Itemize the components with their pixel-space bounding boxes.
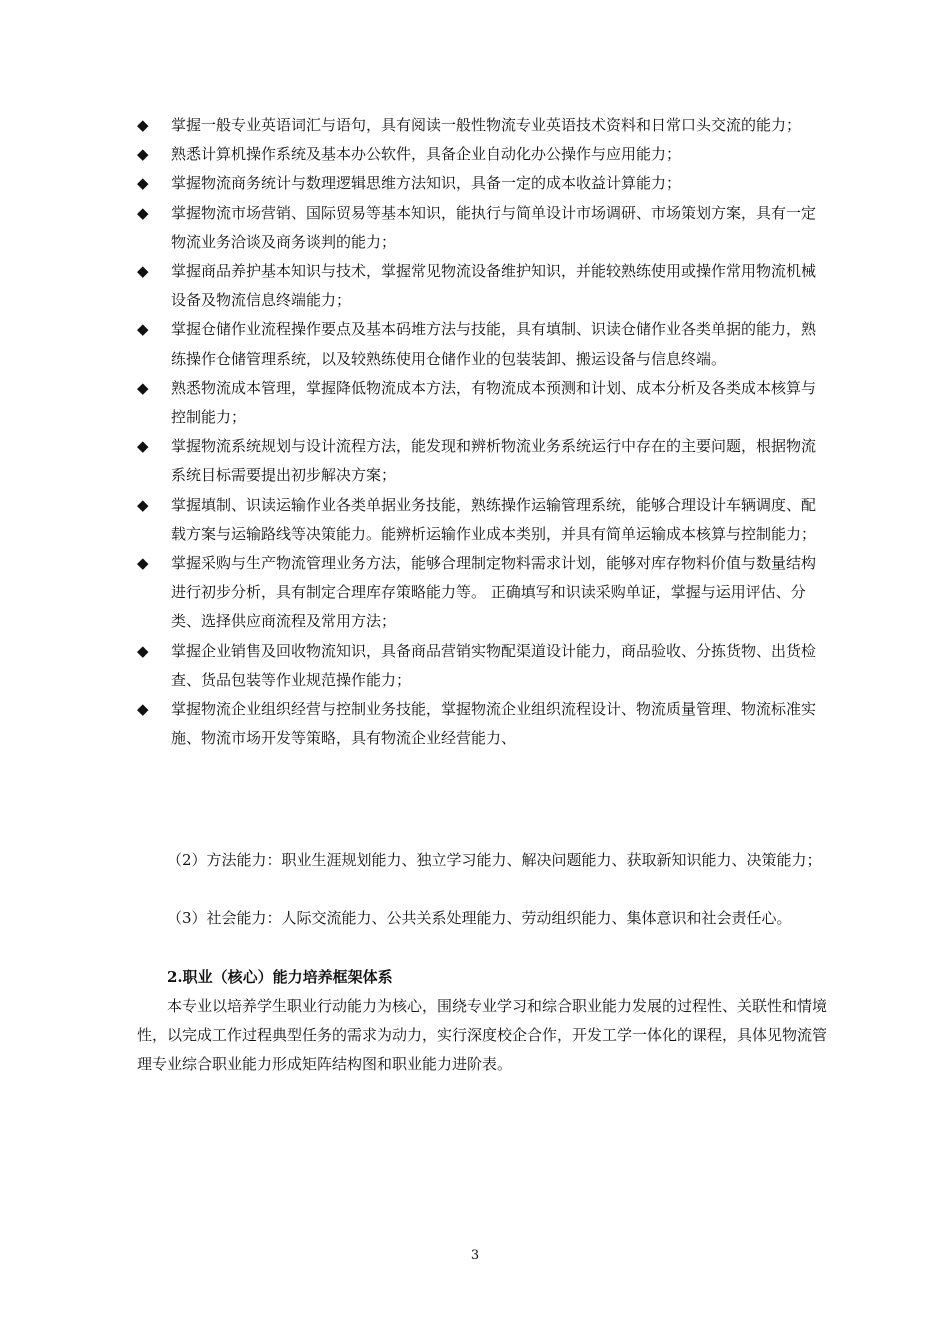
diamond-bullet-icon: ◆	[137, 145, 149, 164]
diamond-bullet-icon: ◆	[137, 700, 149, 719]
diamond-bullet-icon: ◆	[137, 262, 149, 281]
list-item	[137, 637, 827, 695]
list-item	[137, 315, 827, 373]
diamond-bullet-icon: ◆	[137, 203, 149, 222]
diamond-bullet-icon: ◆	[137, 378, 149, 397]
bullet-text: 掌握物流市场营销、国际贸易等基本知识，能执行与简单设计市场调研、市场策划方案，具有一定物流业务洽谈及商务谈判的能力；	[171, 203, 817, 251]
diamond-bullet-icon: ◆	[137, 641, 149, 660]
bullet-text: 掌握一般专业英语词汇与语句，具有阅读一般性物流专业英语技术资料和日常口头交流的能力；	[171, 116, 802, 134]
bullet-text: 掌握填制、识读运输作业各类单据业务技能，熟练操作运输管理系统，能够合理设计车辆调度、配载方案与运输路线等决策能力。能辨析运输作业成本类别，并具有简单运输成本核算与控制能力；	[171, 495, 817, 543]
list-item	[137, 491, 827, 549]
bullet-text: 掌握仓储作业流程操作要点及基本码堆方法与技能，具有填制、识读仓储作业各类单据的能力，熟练操作仓储管理系统，以及较熟练使用仓储作业的包装装卸、搬运设备与信息终端。	[171, 320, 817, 368]
list-item	[137, 140, 827, 169]
bullet-text: 掌握采购与生产物流管理业务方法，能够合理制定物料需求计划，能够对库存物料价值与数量结构进行初步分析，具有制定合理库存策略能力等。 正确填写和识读采购单证，掌握与运用评估、分类、选择供应商流程及常用方法；	[171, 554, 817, 631]
list-item	[137, 169, 827, 198]
diamond-bullet-icon: ◆	[137, 495, 149, 514]
diamond-bullet-icon: ◆	[137, 116, 149, 134]
list-item	[137, 199, 827, 257]
bullet-text: 熟悉计算机操作系统及基本办公软件，具备企业自动化办公操作与应用能力；	[171, 145, 682, 164]
bullet-text: 熟悉物流成本管理，掌握降低物流成本方法，有物流成本预测和计划、成本分析及各类成本核算与控制能力；	[171, 378, 817, 427]
diamond-bullet-icon: ◆	[137, 320, 149, 339]
social-ability-paragraph: （3）社会能力：人际交流能力、公共关系处理能力、劳动组织能力、集体意识和社会责任心。	[167, 909, 792, 927]
list-item	[137, 111, 827, 140]
bullet-text: 掌握物流企业组织经营与控制业务技能，掌握物流企业组织流程设计、物流质量管理、物流标准实施、物流市场开发等策略，具有物流企业经营能力、	[171, 700, 817, 748]
section-body-paragraph: 本专业以培养学生职业行动能力为核心，围绕专业学习和综合职业能力发展的过程性、关联性和情境性，以完成工作过程典型任务的需求为动力，实行深度校企合作，开发工学一体化的课程，具体见物流管理专业综合职业能力形成矩阵结构图和职业能力进阶表。	[137, 997, 828, 1074]
list-item	[137, 695, 827, 753]
diamond-bullet-icon: ◆	[137, 174, 149, 193]
bullet-text: 掌握企业销售及回收物流知识，具备商品营销实物配渠道设计能力，商品验收、分拣货物、出货检查、货品包装等作业规范操作能力；	[171, 641, 817, 689]
list-item	[137, 257, 827, 315]
bullet-text: 掌握物流商务统计与数理逻辑思维方法知识，具备一定的成本收益计算能力；	[171, 174, 682, 193]
list-item	[137, 374, 827, 432]
bullet-text: 掌握商品养护基本知识与技术，掌握常见物流设备维护知识，并能较熟练使用或操作常用物流机械设备及物流信息终端能力；	[171, 262, 817, 310]
section-heading: 2.职业（核心）能力培养框架体系	[167, 968, 393, 986]
diamond-bullet-icon: ◆	[137, 554, 149, 573]
method-ability-paragraph: （2）方法能力：职业生涯规划能力、独立学习能力、解决问题能力、获取新知识能力、决策能力；	[167, 851, 822, 869]
diamond-bullet-icon: ◆	[137, 437, 149, 456]
ability-bullet-list	[137, 111, 827, 753]
list-item	[137, 549, 827, 637]
list-item	[137, 432, 827, 490]
page-number: 3	[470, 1248, 480, 1263]
bullet-text: 掌握物流系统规划与设计流程方法，能发现和辨析物流业务系统运行中存在的主要问题，根据物流系统目标需要提出初步解决方案；	[171, 437, 817, 485]
